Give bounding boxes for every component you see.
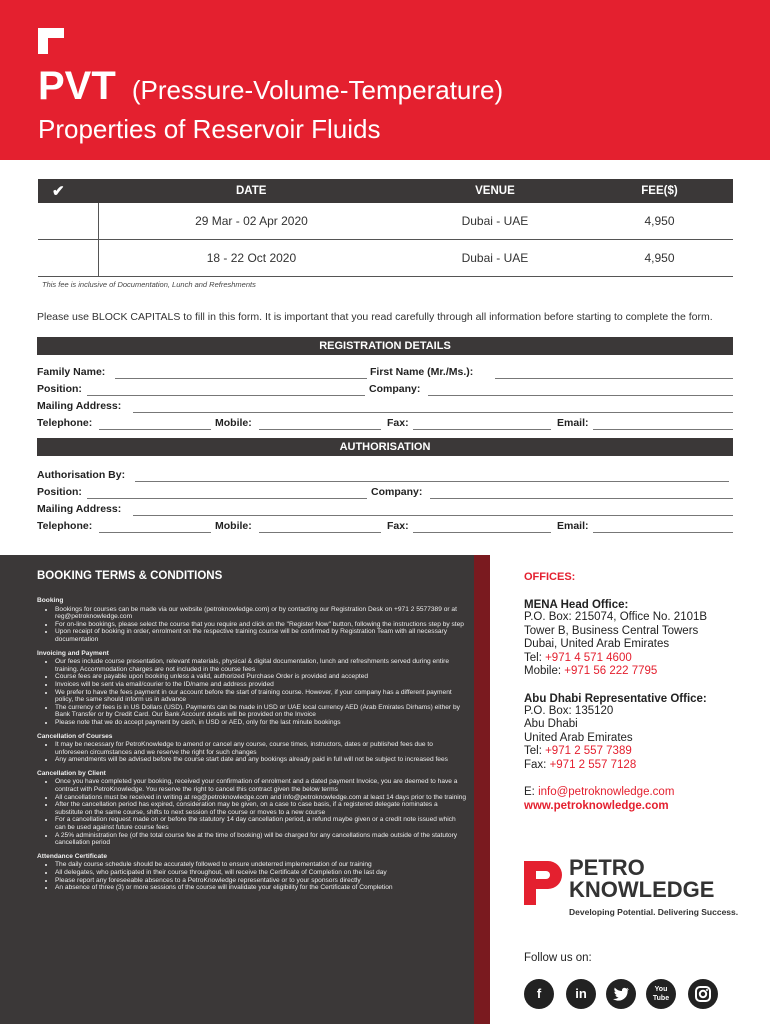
date-header: DATE [99,179,404,203]
header-banner [0,0,770,160]
authorisation-by-label: Authorisation By: [37,469,126,481]
terms-item: • Any amendments will be advised before the course start date and any bookings already paid in full will not be subject to increased fees [55,756,467,764]
date-cell: 29 Mar - 02 Apr 2020 [99,203,404,240]
email-field[interactable] [593,429,733,430]
auth-company-field[interactable] [430,498,733,499]
follow-us-label: Follow us on: [524,952,592,964]
page-subtitle: Properties of Reservoir Fluids [38,114,381,144]
auth-telephone-field[interactable] [99,532,211,533]
telephone-field[interactable] [99,429,211,430]
instagram-icon[interactable] [688,979,718,1009]
terms-section-heading: Booking [37,597,64,604]
mobile-field[interactable] [259,429,381,430]
terms-section-heading: Invoicing and Payment [37,649,109,657]
offices-section [524,571,754,812]
terms-item: • It may be necessary for PetroKnowledge to amend or cancel any course, course times, instructors, dates or published fees due to unforeseen circumstances and we reserve the right for such changes [55,741,467,756]
terms-item: • We prefer to have the fees payment in our account before the start of training course. However, if your company has a different payment policy, the same should inform us in advance [55,689,467,704]
petroknowledge-logo [524,857,739,921]
mena-address-line: P.O. Box: 215074, Office No. 2101B [524,611,708,623]
registration-header: REGISTRATION DETAILS [37,337,733,355]
auth-mailing-field[interactable] [133,515,733,516]
mobile-label: Mobile: [215,417,252,429]
position-field[interactable] [87,395,365,396]
terms-list [37,778,467,846]
family-name-label: Family Name: [37,366,106,378]
ad-tel-link[interactable]: +971 2 557 7389 [545,745,632,757]
terms-body [37,597,467,892]
twitter-bird-shape [613,987,629,1001]
mena-address-line: Dubai, United Arab Emirates [524,638,670,650]
terms-item: • The currency of fees is in US Dollars (USD). Payments can be made in USD or UAE local currency AED (Arab Emirates Dirhams) either by Bank Transfer or by Credit Card. Our Bank Account details will be provided on the Invoice [55,704,467,719]
terms-section-heading: Cancellation by Client [37,769,106,777]
auth-fax-label: Fax: [387,520,409,532]
auth-position-label: Position: [37,486,82,498]
mailing-address-label: Mailing Address: [37,400,122,412]
company-label: Company: [369,383,421,395]
terms-item: • For a cancellation request made on or before the statutory 14 day cancellation period, a refund maybe given or a credit note issued which can be used against future course fees [55,816,467,831]
select-checkbox[interactable] [38,240,99,277]
terms-item: • All cancellations must be received in writing at reg@petroknowledge.com and info@petroknowledge.com at least 14 days prior to the training [55,794,467,802]
email-label: Email: [557,417,589,429]
form-instructions: Please use BLOCK CAPITALS to fill in this form. It is important that you read carefully through all information before starting to complete the form. [37,311,713,323]
offices-heading: OFFICES: [524,571,576,583]
terms-item: • Invoices will be sent via email/courier to the ID/name and address provided [55,681,467,689]
email-label: E: [524,786,539,798]
youtube-icon[interactable]: You Tube [646,979,676,1009]
authorisation-row-by [37,469,733,485]
authorisation-row-position [37,486,733,502]
ad-fax [524,759,754,773]
ad-address-line: P.O. Box: 135120 [524,704,614,717]
auth-mobile-label: Mobile: [215,520,252,532]
ad-tel [524,745,754,759]
terms-item: • Please note that we do accept payment by cash, in USD or AED, only for the last minute bookings [55,719,467,727]
logo-name-line2: KNOWLEDGE [569,877,715,902]
date-cell: 18 - 22 Oct 2020 [99,240,404,277]
authorisation-row-contact [37,520,733,536]
terms-section-heading: Attendance Certificate [37,852,107,860]
terms-item: • Upon receipt of booking in order, enrolment on the respective training course will be confirmed by Registration Team with all necessary documentation [55,628,467,643]
logo-name [569,857,714,901]
instagram-camera-shape [695,986,711,1002]
tel-label: Tel: [524,651,546,664]
fax-label: Fax: [524,758,550,771]
authorisation-by-field[interactable] [135,481,729,482]
abu-dhabi-office-title: Abu Dhabi Representative Office: [524,692,707,705]
venue-cell: Dubai - UAE [404,203,586,240]
tel-label: Tel: [524,745,546,757]
fax-label: Fax: [387,417,409,429]
mena-office-title: MENA Head Office: [524,599,629,611]
terms-item: • A 25% administration fee (of the total course fee at the time of booking) will be charged for any cancellations made outside of the statutory cancellation period [55,832,467,847]
terms-item: • Please report any foreseeable absences to a PetroKnowledge representative or to your sponsors directly [55,877,467,885]
title-main: PVT [38,64,116,108]
table-header-row [38,179,733,203]
terms-list [37,606,467,644]
terms-item: • All delegates, who participated in their course throughout, will receive the Certificate of Completion on the last day [55,869,467,877]
terms-accent-strip [474,555,490,1024]
auth-email-label: Email: [557,520,589,532]
email-line [524,786,754,800]
mobile-label: Mobile: [524,665,565,677]
authorisation-row-mailing [37,503,733,519]
terms-list [37,741,467,764]
authorisation-header: AUTHORISATION [37,438,733,456]
auth-company-label: Company: [371,486,423,498]
terms-item: • For on-line bookings, please select the course that you require and click on the "Register Now" button, following the instructions step by step [55,621,467,629]
check-header: ✔ [38,179,99,203]
schedule-table [38,179,733,277]
first-name-label: First Name (Mr./Ms.): [370,366,474,378]
table-row[interactable] [38,240,733,277]
terms-item: • Course fees are payable upon booking unless a valid, authorized Purchase Order is provided and accepted [55,673,467,681]
first-name-field[interactable] [495,378,733,379]
title-paren: (Pressure-Volume-Temperature) [131,75,504,105]
ad-fax-number: +971 2 557 7128 [549,758,637,771]
twitter-icon[interactable] [606,979,636,1009]
table-row[interactable] [38,203,733,240]
mena-mobile [524,665,754,679]
fee-header: FEE($) [586,179,733,203]
logo-corner-icon [38,28,64,54]
auth-telephone-label: Telephone: [37,520,93,532]
terms-title: BOOKING TERMS & CONDITIONS [37,570,223,582]
select-checkbox[interactable] [38,203,99,240]
fee-note: This fee is inclusive of Documentation, Lunch and Refreshments [42,280,256,289]
venue-header: VENUE [404,179,586,203]
ad-address-line: United Arab Emirates [524,731,633,744]
fee-cell: 4,950 [586,240,733,277]
petroknowledge-logo-icon [524,861,564,905]
family-name-field[interactable] [115,378,367,379]
logo-name-line1: PETRO [569,855,645,880]
registration-row-names [37,366,733,382]
terms-list [37,861,467,891]
mailing-address-field[interactable] [133,412,733,413]
telephone-label: Telephone: [37,417,93,429]
logo-tagline: Developing Potential. Delivering Success. [569,907,739,917]
terms-list [37,658,467,726]
terms-section-heading: Cancellation of Courses [37,732,113,740]
ad-address-line: Abu Dhabi [524,718,578,730]
registration-row-position [37,383,733,399]
mena-mobile-link[interactable]: +971 56 222 7795 [564,665,658,677]
company-field[interactable] [428,395,733,396]
fee-cell: 4,950 [586,203,733,240]
website-link[interactable]: www.petroknowledge.com [524,799,669,812]
booking-terms-panel [0,555,489,1024]
auth-mailing-label: Mailing Address: [37,503,122,515]
terms-item: • Bookings for courses can be made via our website (petroknowledge.com) or by contacting our Registration Desk on +971 2 5577389 or at reg@petroknowledge.com [55,606,467,621]
auth-position-field[interactable] [87,498,367,499]
auth-email-field[interactable] [593,532,733,533]
terms-item: • After the cancellation period has expired, consideration may be given, on a case to case basis, if a registered delegate nominates a substitute on the same course, shifts to next session of the course or moves to a new course [55,801,467,816]
mena-tel-link[interactable]: +971 4 571 4600 [545,651,632,664]
registration-row-mailing [37,400,733,416]
facebook-icon[interactable]: f [524,979,554,1009]
mena-tel [524,652,754,666]
terms-item: • Our fees include course presentation, relevant materials, physical & digital documentation, lunch and refreshments served during entire training. Accommodation charges are not included in the course fees [55,658,467,673]
terms-item: • The daily course schedule should be accurately followed to ensure undeterred implementation of our training [55,861,467,869]
auth-mobile-field[interactable] [259,532,381,533]
linkedin-icon[interactable]: in [566,979,596,1009]
terms-item: • An absence of three (3) or more sessions of the course will invalidate your eligibility for the Certificate of Completion [55,884,467,892]
fax-field[interactable] [413,429,551,430]
position-label: Position: [37,383,82,395]
email-link[interactable]: info@petroknowledge.com [538,786,675,798]
mena-address-line: Tower B, Business Central Towers [524,624,699,637]
auth-fax-field[interactable] [413,532,551,533]
registration-row-contact [37,417,733,433]
terms-item: • Once you have completed your booking, received your confirmation of enrolment and a dated payment Invoice, you are deemed to have a contract with PetroKnowledge. You reserve the right to cancel this contract given the below terms [55,778,467,793]
venue-cell: Dubai - UAE [404,240,586,277]
page-title [38,66,503,110]
